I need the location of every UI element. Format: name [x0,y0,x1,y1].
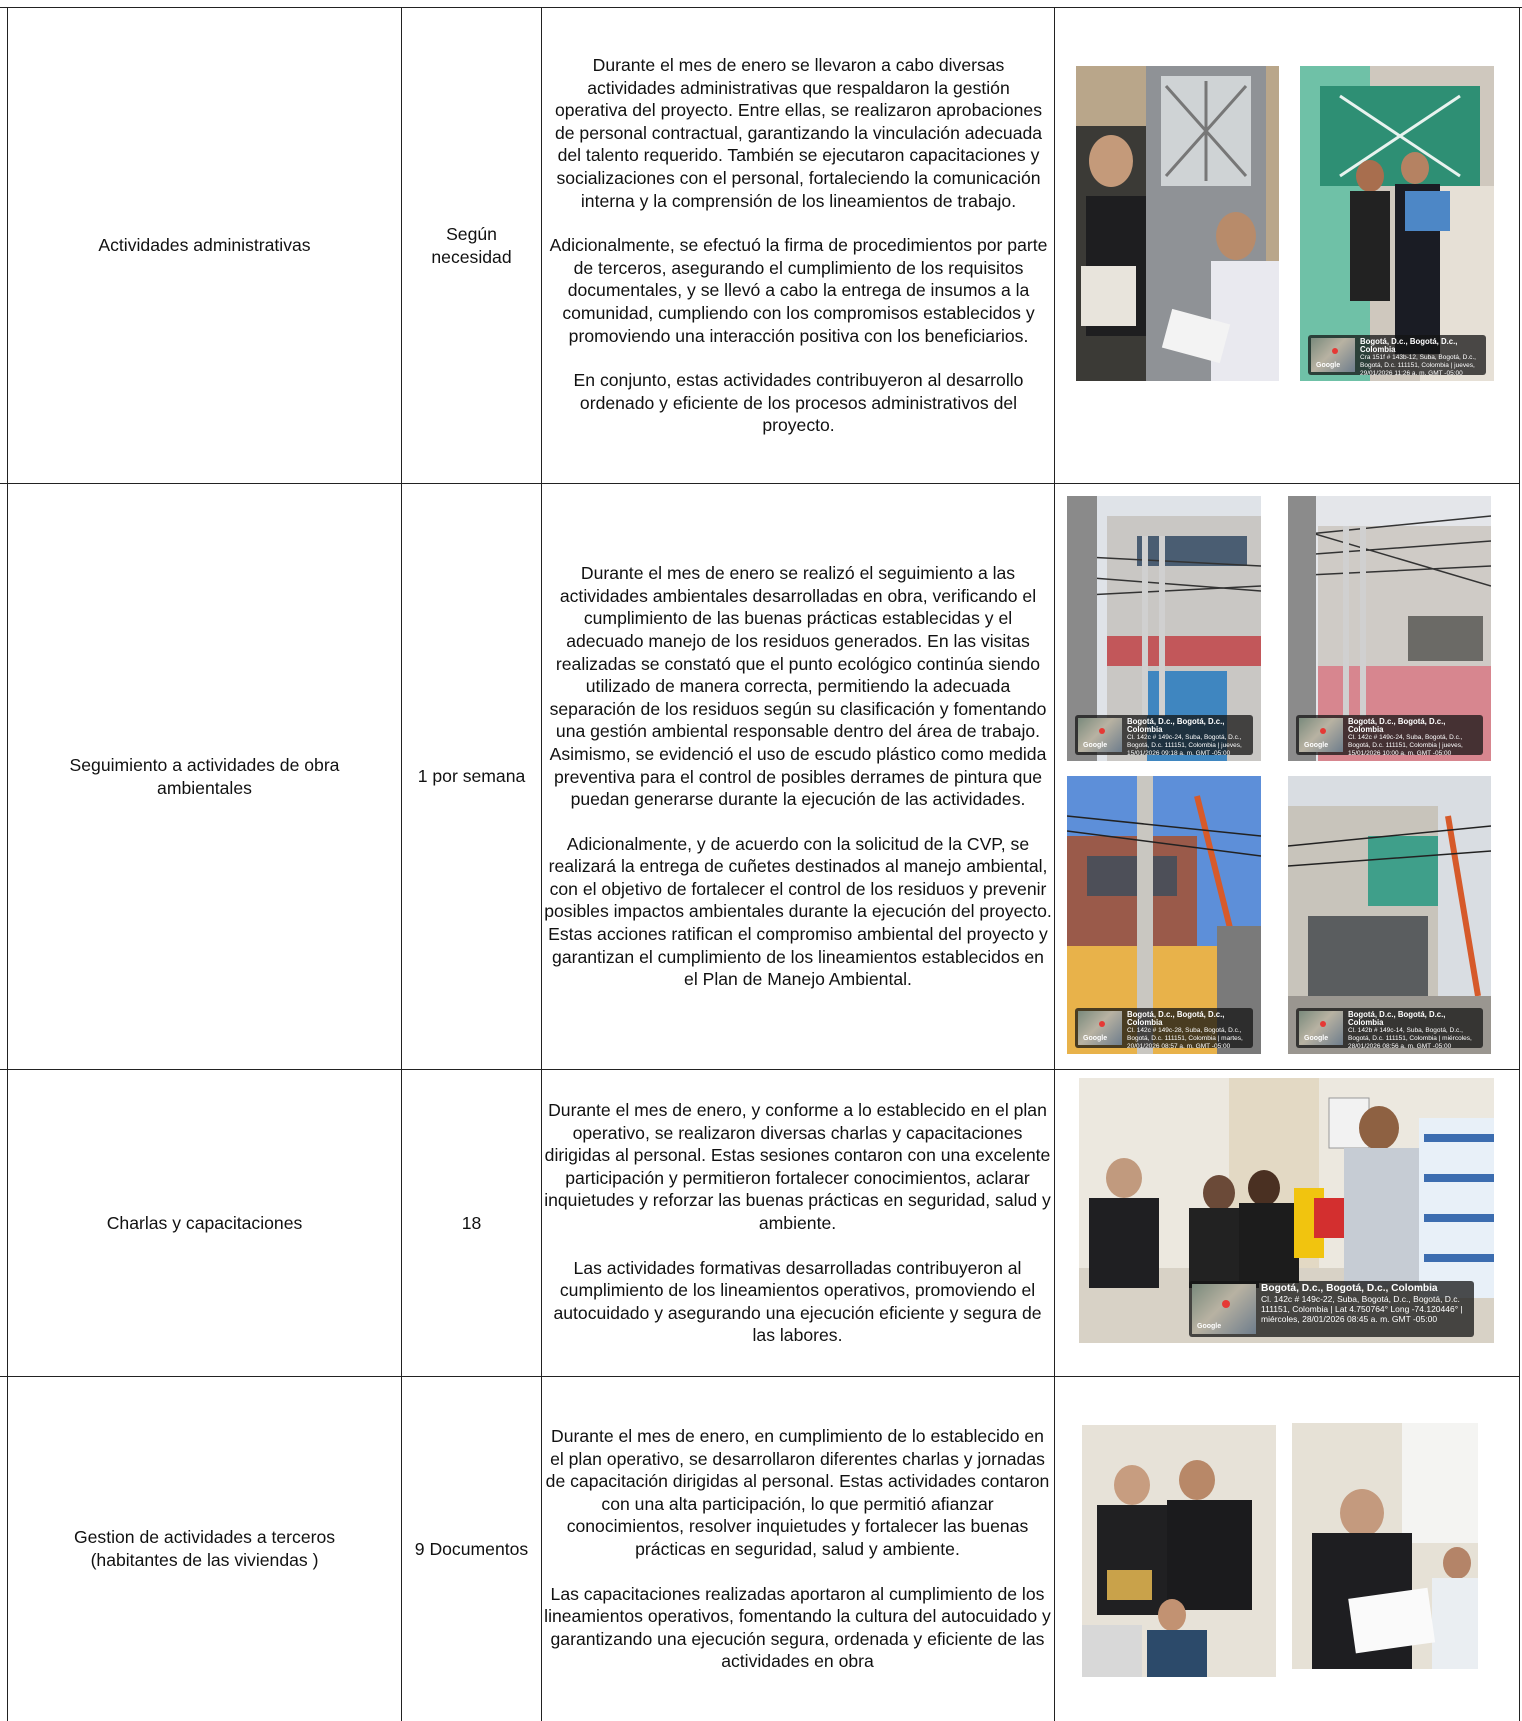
frequency-value: 18 [461,1212,482,1233]
table-border-right [1519,7,1520,1721]
column-divider [1054,7,1055,1721]
frequency-value: necesidad [431,246,512,267]
description-cell [542,1070,1053,1376]
gps-place: Bogotá, D.c., Bogotá, D.c., Colombia [1127,1010,1225,1027]
activity-name: Gestion de actividades a terceros [73,1527,336,1548]
map-brand: Google [1304,742,1329,749]
map-pin-icon [1320,1021,1326,1027]
gps-place: Bogotá, D.c., Bogotá, D.c., Colombia [1261,1283,1438,1294]
activity-name: Seguimiento a actividades de obra [69,754,340,775]
evidence-photo [1067,776,1261,1054]
evidence-photo [1288,776,1491,1054]
activity-name: ambientales [157,777,252,798]
gps-details: Cl. 142c # 149c-24, Suba, Bogotá, D.c., Bogotá, D.c. 111151, Colombia | jueves, 15/01/2026 10:00 a. m. GMT -05:00 [1348,734,1463,757]
map-pin-icon [1332,348,1338,354]
gps-place: Bogotá, D.c., Bogotá, D.c., Colombia [1348,717,1446,734]
map-thumbnail [1299,718,1343,752]
map-thumbnail [1192,1284,1256,1334]
description-paragraph: Las actividades formativas desarrolladas contribuyeron al cumplimiento de los lineamientos operativos, promoviendo el autocuidado y asegurando una ejecución eficiente y segura de las labores. [553,1257,1042,1346]
activity-name: (habitantes de las viviendas ) [90,1550,319,1570]
table-row [8,8,401,483]
frequency-value: 9 Documentos [414,1538,529,1559]
description-cell [542,1377,1053,1721]
gps-place: Bogotá, D.c., Bogotá, D.c., Colombia [1360,337,1458,354]
activity-name: Actividades administrativas [98,235,311,256]
frequency-value: 1 por semana [417,766,526,787]
map-pin-icon [1320,728,1326,734]
description-paragraph: Adicionalmente, se efectuó la firma de procedimientos por parte de terceros, asegurando el cumplimiento de los requisitos documentales, y se llevó a cabo la entrega de insumos a la comunidad, cumpliendo con los compromisos establecidos y promoviendo una interacción positiva con los beneficiarios. [549,235,1048,346]
description-paragraph: Las capacitaciones realizadas aportaron al cumplimiento de los lineamientos operativos, fomentando la cultura del autocuidado y garantizando una ejecución segura, ordenada y eficiente de las actividades en obra [544,1583,1051,1672]
frequency-cell [402,1070,541,1376]
map-thumbnail [1078,1011,1122,1045]
map-thumbnail [1078,718,1122,752]
gps-stamp [1296,1008,1483,1048]
activity-name: Charlas y capacitaciones [106,1212,303,1233]
description-paragraph: Durante el mes de enero, en cumplimiento de lo establecido en el plan operativo, se desarrollaron diferentes charlas y jornadas de capacitación dirigidas al personal. Estas actividades contaron con una alta participación, lo que permitió afianzar conocimientos, resolver inquietudes y fortalecer las buenas prácticas en seguridad, salud y ambiente. [545,1426,1050,1559]
evidence-photo [1288,496,1491,761]
description-paragraph: En conjunto, estas actividades contribuyeron al desarrollo ordenado y eficiente de los procesos administrativos del proyecto. [573,370,1024,436]
evidence-photo [1076,66,1279,381]
gps-details: Cl. 142b # 149c-14, Suba, Bogotá, D.c., Bogotá, D.c. 111151, Colombia | miércoles, 28/01/2026 08:56 a. m. GMT -05:00 [1348,1027,1472,1050]
table-row [8,1377,401,1721]
description-paragraph: Adicionalmente, y de acuerdo con la solicitud de la CVP, se realizará la entrega de cuñetes destinados al manejo ambiental, con el objetivo de fortalecer el control de los residuos y prevenir posibles impactos ambientales durante la ejecución del proyecto. Estas acciones ratifican el compromiso ambiental del proyecto y garantizan el cumplimiento de los lineamientos establecidos en el Plan de Manejo Ambiental. [544,833,1052,990]
map-brand: Google [1083,742,1108,749]
map-brand: Google [1197,1323,1222,1330]
gps-details: Cra 151f # 143b-12, Suba, Bogotá, D.c., Bogotá, D.c. 111151, Colombia | jueves, 29/01/2026 11:26 a. m. GMT -05:00 [1360,354,1476,377]
map-pin-icon [1222,1300,1230,1308]
gps-stamp [1189,1281,1474,1337]
gps-place: Bogotá, D.c., Bogotá, D.c., Colombia [1348,1010,1446,1027]
gps-stamp [1308,335,1486,375]
frequency-value: Según [446,223,497,244]
gps-details: Cl. 142c # 149c-22, Suba, Bogotá, D.c., Bogotá, D.c. 111151, Colombia | Lat 4.750764° Long -74.120446° | miércoles, 28/01/2026 08:45 a. m. GMT -05:00 [1261,1294,1463,1324]
gps-stamp [1296,715,1483,755]
frequency-cell [402,8,541,483]
description-paragraph: Durante el mes de enero, y conforme a lo establecido en el plan operativo, se realizaron diversas charlas y capacitaciones dirigidas al personal. Estas sesiones contaron con una excelente participación y permitieron fortalecer conocimientos, aclarar inquietudes y reforzar las buenas prácticas en seguridad, salud y ambiente. [544,1100,1051,1233]
evidence-photo [1292,1423,1478,1669]
gps-stamp [1075,1008,1253,1048]
map-brand: Google [1304,1035,1329,1042]
map-brand: Google [1316,362,1341,369]
map-brand: Google [1083,1035,1108,1042]
evidence-photo [1300,66,1494,381]
description-cell [544,484,1052,1069]
table-row [8,1070,401,1376]
table-row [8,484,401,1069]
frequency-cell [402,484,541,1069]
description-paragraph: Durante el mes de enero se realizó el seguimiento a las actividades ambientales desarrolladas en obra, verificando el cumplimiento de las buenas prácticas establecidas y el adecuado manejo de los residuos generados. En las visitas realizadas se constató que el punto ecológico continúa siendo utilizado de manera correcta, permitiendo la adecuada separación de los residuos según su clasificación y fomentando una gestión ambiental responsable dentro del área de trabajo. Asimismo, se evidenció el uso de escudo plástico como medida preventiva para el control de posibles derrames de pintura que puedan generarse durante la ejecución de las actividades. [549,563,1047,810]
evidence-photo [1067,496,1261,761]
map-pin-icon [1099,1021,1105,1027]
gps-stamp [1075,715,1253,755]
description-cell [549,8,1048,483]
map-thumbnail [1299,1011,1343,1045]
map-thumbnail [1311,338,1355,372]
description-paragraph: Durante el mes de enero se llevaron a cabo diversas actividades administrativas que respaldaron la gestión operativa del proyecto. Entre ellas, se realizaron aprobaciones de personal contractual, garantizando la vinculación adecuada del talento requerido. También se ejecutaron capacitaciones y socializaciones con el personal, fortaleciendo la comunicación interna y la comprensión de los lineamientos de trabajo. [554,55,1043,211]
gps-details: Cl. 142c # 149c-28, Suba, Bogotá, D.c., Bogotá, D.c. 111151, Colombia | martes, 20/01/2026 08:57 a. m. GMT -05:00 [1127,1027,1243,1050]
gps-details: Cl. 142c # 149c-24, Suba, Bogotá, D.c., Bogotá, D.c. 111151, Colombia | jueves, 15/01/2026 09:18 a. m. GMT -05:00 [1127,734,1242,757]
evidence-photo [1079,1078,1494,1343]
map-pin-icon [1099,728,1105,734]
frequency-cell [402,1377,541,1721]
evidence-photo [1082,1425,1276,1677]
gps-place: Bogotá, D.c., Bogotá, D.c., Colombia [1127,717,1225,734]
